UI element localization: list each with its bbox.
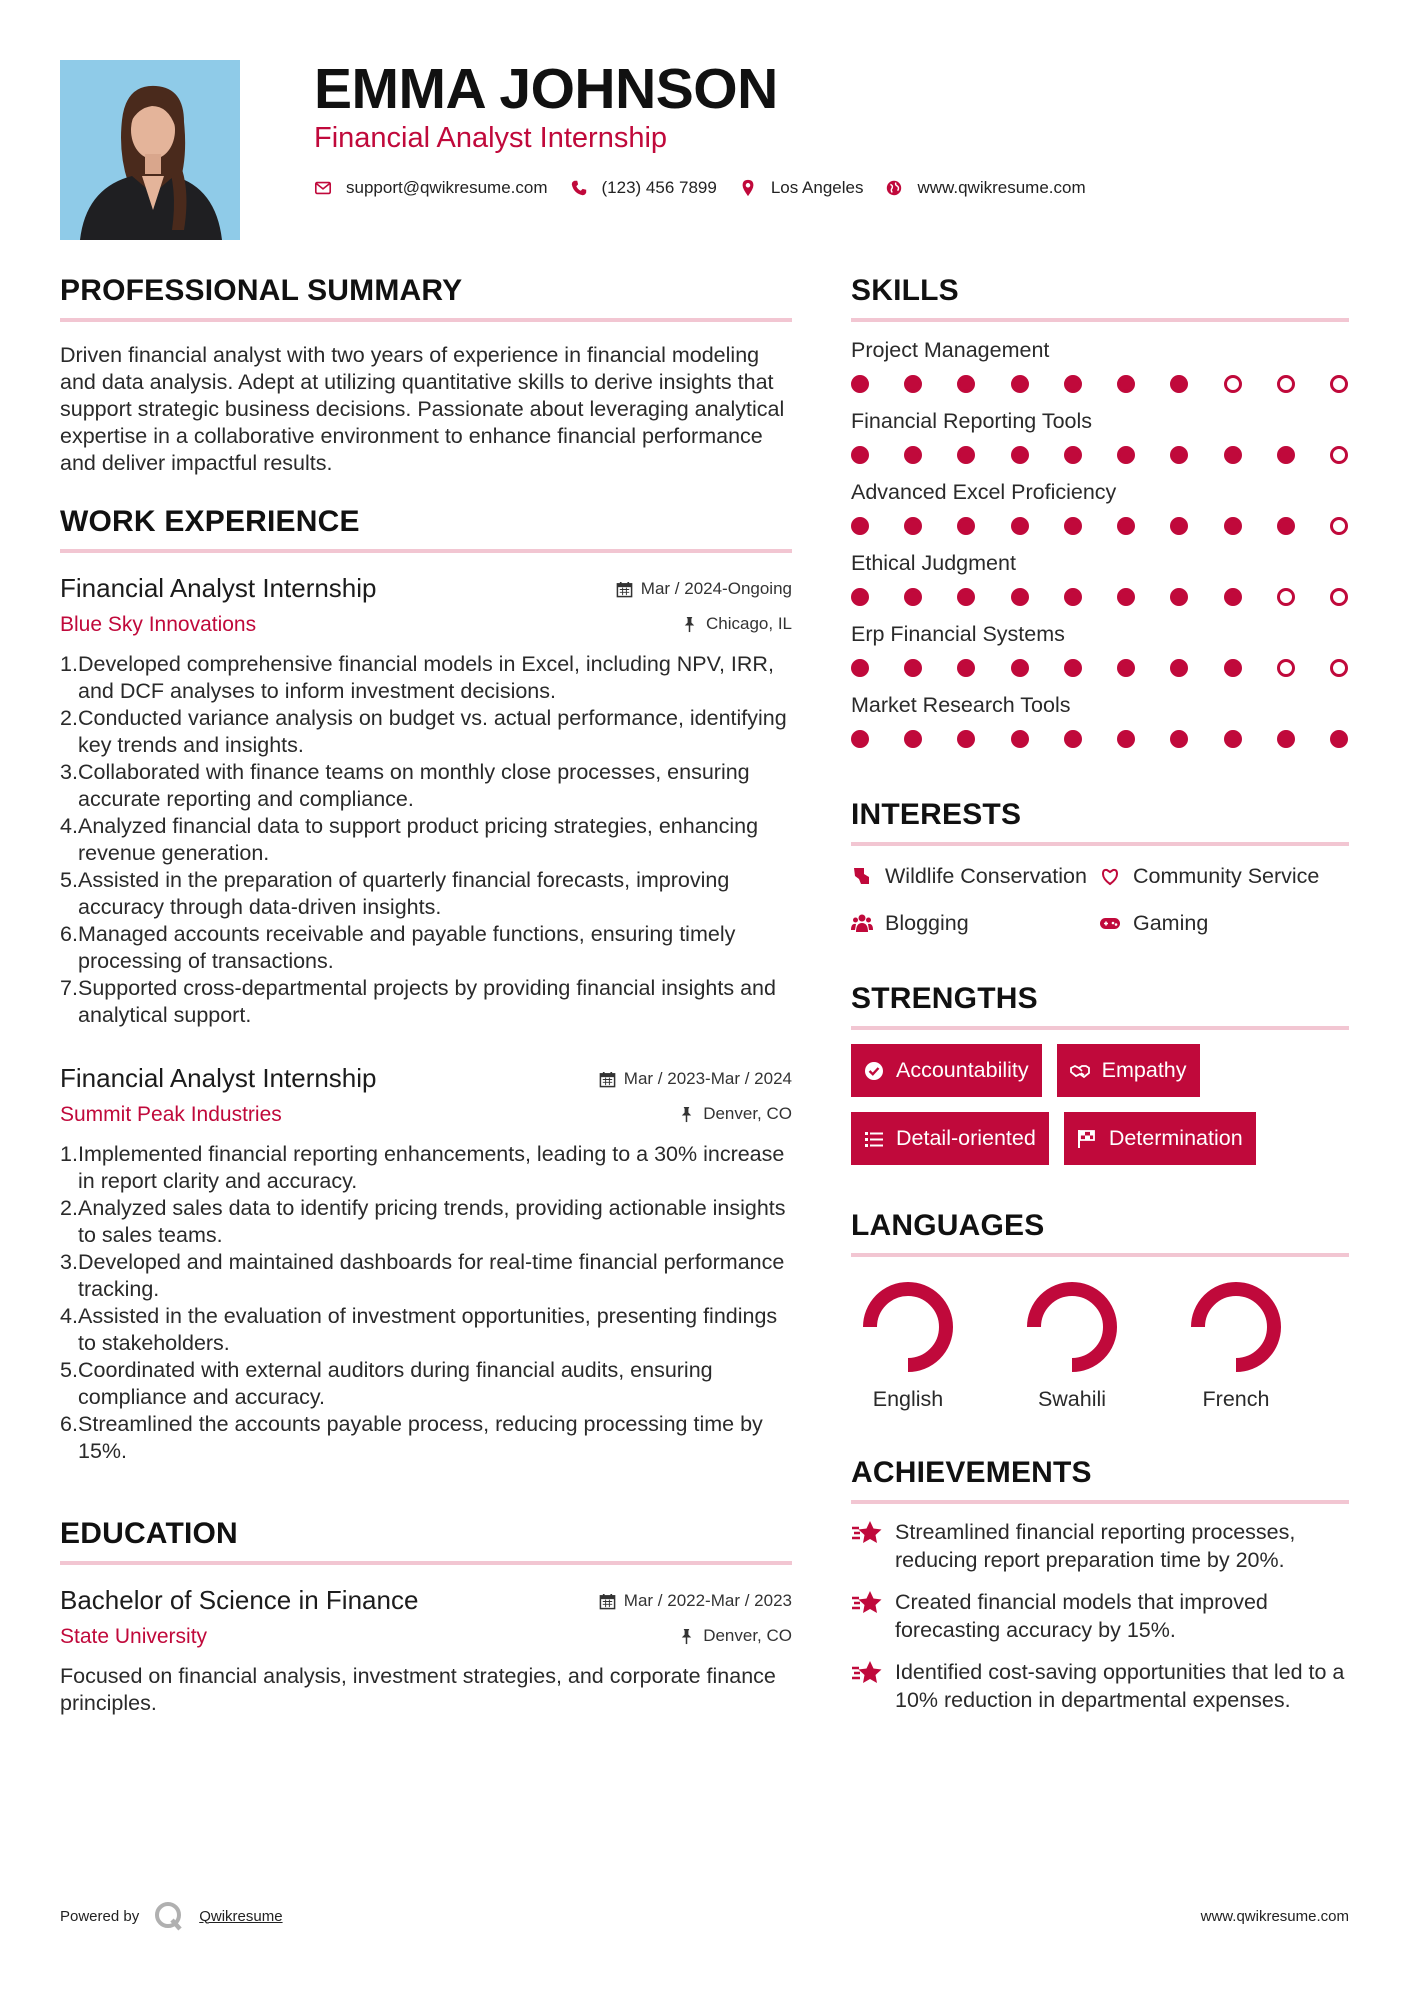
rating-dot-filled [957,730,975,748]
rating-dot-filled [1224,588,1242,606]
rating-dot-filled [1170,659,1188,677]
candidate-name: EMMA JOHNSON [314,57,778,121]
left-column [60,274,792,1717]
strength-chip: Empathy [1057,1044,1200,1097]
rating-dot-filled [1170,588,1188,606]
rating-dot-empty [1330,588,1348,606]
education-heading: EDUCATION [60,1517,792,1565]
rating-dot-filled [1117,517,1135,535]
interests-section [851,798,1349,938]
rating-dot-filled [1224,517,1242,535]
rating-dot-filled [957,375,975,393]
rating-dot-filled [1277,446,1295,464]
interest-item: Blogging [851,909,1099,938]
language-item [857,1279,1021,1412]
rating-dot-empty [1224,375,1242,393]
achievement-item: Created financial models that improved forecasting accuracy by 15%. [851,1588,1349,1644]
skill-item [851,338,1349,393]
community-icon [1099,865,1121,887]
skill-rating [851,446,1349,464]
globe-icon [885,179,903,197]
rating-dot-filled [957,659,975,677]
rating-dot-filled [1117,446,1135,464]
job-bullet: 4. Analyzed financial data to support product pricing strategies, enhancing revenue generation. [60,814,759,865]
education-date: Mar / 2022-Mar / 2023 [599,1591,792,1611]
rating-dot-empty [1330,446,1348,464]
education-location: Denver, CO [678,1626,792,1646]
job-bullets [60,1141,792,1465]
website-text: www.qwikresume.com [917,178,1086,197]
skill-name: Advanced Excel Proficiency [851,480,1117,504]
rating-dot-filled [1170,375,1188,393]
contact-bar [314,178,1108,198]
achievements-section [851,1456,1349,1714]
rating-dot-filled [1224,730,1242,748]
gamepad-icon [1099,912,1121,934]
rating-dot-filled [1064,730,1082,748]
achievement-item: Streamlined financial reporting processes, reducing report preparation time by 20%. [851,1518,1349,1574]
rating-dot-filled [851,517,869,535]
job-date: Mar / 2024-Ongoing [616,579,792,599]
skill-item [851,551,1349,606]
rating-dot-filled [1224,446,1242,464]
interest-item: Gaming [1099,909,1349,938]
language-arc [1198,1289,1274,1365]
rating-dot-filled [1064,517,1082,535]
job-company: Blue Sky Innovations [60,613,257,636]
rating-dot-empty [1277,659,1295,677]
language-name: Swahili [1037,1387,1107,1411]
language-item [1021,1279,1185,1412]
pushpin-icon [678,1628,695,1645]
candidate-title: Financial Analyst Internship [314,122,668,154]
languages-heading: LANGUAGES [851,1209,1349,1257]
footer-powered-by [60,1900,283,1932]
summary-text: Driven financial analyst with two years of experience in financial modeling and data analysis. Adept at utilizing quantitative skills to derive insights that support strategic business decisions. Passionate about leveraging analytical expertise in a collaborative environment to enhance financial performance and deliver impactful results. [60,343,785,475]
job-bullet: 4. Assisted in the evaluation of investment opportunities, presenting findings to stakeholders. [60,1304,778,1355]
achievements-heading: ACHIEVEMENTS [851,1456,1349,1504]
rating-dot-filled [904,446,922,464]
flag-icon [1077,1129,1097,1149]
skills-list [851,338,1349,748]
rating-dot-filled [851,375,869,393]
strength-chip: Accountability [851,1044,1042,1097]
rating-dot-filled [1117,659,1135,677]
star-icon [851,1519,885,1547]
school: State University [60,1625,208,1648]
language-arc [870,1289,946,1365]
rating-dot-filled [1011,517,1029,535]
language-name: French [1202,1387,1270,1411]
strengths-heading: STRENGTHS [851,982,1349,1030]
users-icon [851,912,873,934]
languages-section [851,1209,1349,1412]
language-gauge [1024,1279,1120,1375]
contact-email[interactable] [314,178,548,198]
education-description: Focused on financial analysis, investment strategies, and corporate finance principles. [60,1664,776,1715]
email-text: support@qwikresume.com [346,178,548,197]
job-company: Summit Peak Industries [60,1103,282,1126]
list-icon [864,1129,884,1149]
rating-dot-filled [957,588,975,606]
rating-dot-filled [957,446,975,464]
job-bullet: 1. Implemented financial reporting enhancements, leading to a 30% increase in report clarity and accuracy. [60,1142,785,1193]
rating-dot-filled [851,446,869,464]
education-section [60,1517,792,1717]
skill-item [851,409,1349,464]
language-gauge [1188,1279,1284,1375]
rating-dot-filled [957,517,975,535]
achievement-item: Identified cost-saving opportunities that led to a 10% reduction in departmental expenses. [851,1658,1349,1714]
job-bullets [60,651,792,1029]
job-entry [60,1063,792,1465]
strength-chip: Detail-oriented [851,1112,1049,1165]
language-name: English [872,1387,944,1411]
rating-dot-filled [851,588,869,606]
profile-photo-image [60,60,240,240]
rating-dot-filled [904,588,922,606]
rating-dot-filled [904,730,922,748]
rating-dot-empty [1330,375,1348,393]
contact-location [739,178,864,198]
skills-section [851,274,1349,748]
skill-name: Ethical Judgment [851,551,1016,575]
rating-dot-empty [1330,517,1348,535]
rating-dot-filled [904,517,922,535]
handshake-icon [1070,1061,1090,1081]
contact-phone[interactable] [570,178,717,198]
location-text: Los Angeles [770,178,864,197]
check-circle-icon [864,1061,884,1081]
calendar-icon [616,581,633,598]
rating-dot-filled [1117,588,1135,606]
language-gauge [860,1279,956,1375]
star-icon [851,1659,885,1687]
job-bullet: 6. Streamlined the accounts payable process, reducing processing time by 15%. [60,1412,763,1463]
strength-chip: Determination [1064,1112,1256,1165]
phone-icon [570,179,588,197]
rating-dot-filled [1011,659,1029,677]
job-bullet: 3. Collaborated with finance teams on monthly close processes, ensuring accurate reporting and compliance. [60,760,750,811]
job-bullet: 5. Coordinated with external auditors during financial audits, ensuring compliance and accuracy. [60,1358,713,1409]
language-item [1185,1279,1349,1412]
interest-item: Community Service [1099,862,1349,891]
phone-text: (123) 456 7899 [601,178,717,197]
rating-dot-filled [851,659,869,677]
skill-name: Erp Financial Systems [851,622,1065,646]
rating-dot-empty [1277,375,1295,393]
rating-dot-filled [1064,659,1082,677]
interest-item: Wildlife Conservation [851,862,1099,891]
skill-name: Market Research Tools [851,693,1071,717]
skill-rating [851,517,1349,535]
rating-dot-filled [1064,375,1082,393]
experience-section [60,505,792,1465]
skill-rating [851,659,1349,677]
rating-dot-filled [1011,375,1029,393]
rating-dot-filled [1170,446,1188,464]
job-bullet: 7. Supported cross-departmental projects by providing financial insights and analytical support. [60,976,776,1027]
rating-dot-empty [1277,588,1295,606]
star-icon [851,1589,885,1617]
pushpin-icon [681,616,698,633]
calendar-icon [599,1593,616,1610]
rating-dot-filled [1064,588,1082,606]
skill-name: Project Management [851,338,1050,362]
job-bullet: 5. Assisted in the preparation of quarterly financial forecasts, improving accuracy through data-driven insights. [60,868,730,919]
rating-dot-filled [1011,730,1029,748]
rating-dot-filled [1170,517,1188,535]
skill-item [851,693,1349,748]
education-entry [60,1585,792,1717]
job-role: Financial Analyst Internship [60,573,377,603]
rating-dot-filled [1011,588,1029,606]
job-bullet: 2. Conducted variance analysis on budget vs. actual performance, identifying key trends and insights. [60,706,787,757]
rating-dot-filled [1170,730,1188,748]
skill-rating [851,730,1349,748]
language-arc [1034,1289,1110,1365]
rating-dot-empty [1330,659,1348,677]
rating-dot-filled [1277,730,1295,748]
job-bullet: 1. Developed comprehensive financial models in Excel, including NPV, IRR, and DCF analyses to inform investment decisions. [60,652,774,703]
skills-heading: SKILLS [851,274,1349,322]
job-entry [60,573,792,1029]
qwikresume-logo-icon [153,1900,185,1932]
strengths-section [851,982,1349,1165]
job-date: Mar / 2023-Mar / 2024 [599,1069,792,1089]
job-bullet: 2. Analyzed sales data to identify pricing trends, providing actionable insights to sales teams. [60,1196,786,1247]
summary-heading: PROFESSIONAL SUMMARY [60,274,792,322]
job-bullet: 6. Managed accounts receivable and payable functions, ensuring timely processing of transactions. [60,922,736,973]
brand-link[interactable]: Qwikresume [199,1907,283,1925]
skill-item [851,622,1349,677]
rating-dot-filled [1117,730,1135,748]
skill-rating [851,375,1349,393]
footer-website[interactable]: www.qwikresume.com [1200,1908,1349,1925]
summary-section [60,274,792,477]
job-location: Chicago, IL [681,614,792,634]
skill-name: Financial Reporting Tools [851,409,1093,433]
rating-dot-filled [904,659,922,677]
rating-dot-filled [1330,730,1348,748]
wildlife-icon [851,865,873,887]
degree: Bachelor of Science in Finance [60,1585,419,1615]
rating-dot-filled [1277,517,1295,535]
skill-rating [851,588,1349,606]
right-column [851,274,1349,1728]
job-location: Denver, CO [678,1104,792,1124]
map-pin-icon [739,179,757,197]
rating-dot-filled [1117,375,1135,393]
rating-dot-filled [1224,659,1242,677]
skill-item [851,480,1349,535]
rating-dot-filled [851,730,869,748]
rating-dot-filled [904,375,922,393]
envelope-icon [314,179,332,197]
job-bullet: 3. Developed and maintained dashboards for real-time financial performance tracking. [60,1250,785,1301]
calendar-icon [599,1071,616,1088]
job-role: Financial Analyst Internship [60,1063,377,1093]
powered-by-text: Powered by [60,1907,140,1925]
experience-heading: WORK EXPERIENCE [60,505,792,553]
contact-website[interactable] [885,178,1085,198]
rating-dot-filled [1064,446,1082,464]
rating-dot-filled [1011,446,1029,464]
interests-heading: INTERESTS [851,798,1349,846]
pushpin-icon [678,1106,695,1123]
profile-photo [60,60,240,240]
